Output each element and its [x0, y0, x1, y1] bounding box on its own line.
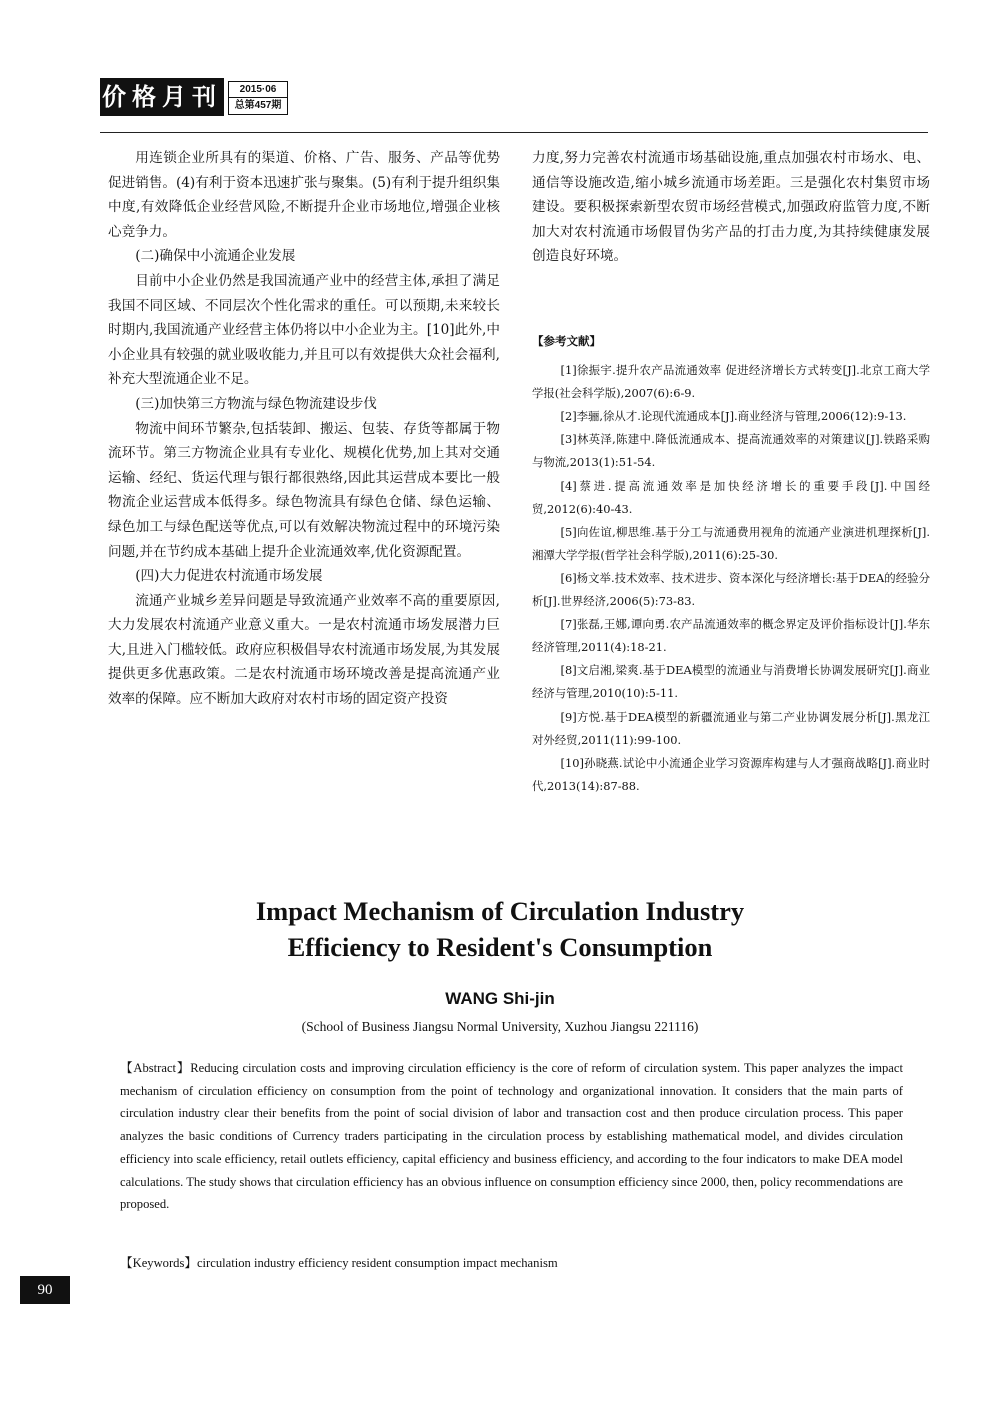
reference-item: [6]杨文举.技术效率、技术进步、资本深化与经济增长:基于DEA的经验分析[J].世界经济,2006(5):73-83.	[532, 570, 930, 609]
paragraph: 流通产业城乡差异问题是导致流通产业效率不高的重要原因,大力发展农村流通产业意义重大。一是农村流通市场发展潜力巨大,且进入门槛较低。政府应积极倡导农村流通市场发展,为其发展提供更多优惠政策。二是农村流通市场环境改善是提高流通产业效率的保障。应不断加大政府对农村市场的固定资产投资	[108, 592, 500, 708]
abstract-text: 【Abstract】Reducing circulation costs and improving circulation efficiency is the core of reform of circulation system. This paper analyzes the impact mechanism of circulation efficiency on consumption from the point of technology and organizational innovation. It considers that the main parts of circulation industry clear their benefits from the point of social division of labor and transaction cost and then produce circulation process. This paper analyzes the basic conditions of Currency traders participating in the circulation process by establishing mathematical model, and divides circulation efficiency into scale efficiency, retail outlets efficiency, capital efficiency and business efficiency, and according to the four indicators to make DEA model calculations. The study shows that circulation efficiency has an obvious influence on consumption efficiency since 2000, then, policy recommendations are proposed.	[120, 1061, 903, 1212]
left-column	[108, 146, 500, 712]
english-title	[150, 893, 850, 965]
header-rule	[100, 132, 928, 133]
reference-item: [2]李骊,徐从才.论现代流通成本[J].商业经济与管理,2006(12):9-13.	[560, 409, 907, 424]
section-heading: (二)确保中小流通企业发展	[135, 248, 296, 265]
section-heading: (四)大力促进农村流通市场发展	[135, 568, 323, 585]
issue-date: 2015·06	[229, 82, 287, 98]
section-heading: (三)加快第三方物流与绿色物流建设步伐	[135, 395, 377, 412]
reference-item: [9]方悦.基于DEA模型的新疆流通业与第二产业协调发展分析[J].黑龙江对外经贸,2011(11):99-100.	[532, 709, 930, 747]
english-title-line1: Impact Mechanism of Circulation Industry	[255, 896, 745, 926]
english-title-line2: Efficiency to Resident's Consumption	[287, 932, 713, 962]
reference-item: [4]蔡进.提高流通效率是加快经济增长的重要手段[J].中国经贸,2012(6):40-43.	[532, 478, 930, 516]
paragraph: 物流中间环节繁杂,包括装卸、搬运、包装、存货等都属于物流环节。第三方物流企业具有专业化、规模化优势,加上其对交通运输、经纪、货运代理与银行都很熟络,因此其运营成本要比一般物流企业运营成本低得多。绿色物流具有绿色仓储、绿色运输、绿色加工与绿色配送等优点,可以有效解决物流过程中的环境污染问题,并在节约成本基础上提升企业流通效率,优化资源配置。	[108, 420, 500, 560]
paragraph: 力度,努力完善农村流通市场基础设施,重点加强农村市场水、电、通信等设施改造,缩小城乡流通市场差距。三是强化农村集贸市场建设。要积极探索新型农贸市场经营模式,加强政府监管力度,不断加大对农村流通市场假冒伪劣产品的打击力度,为其持续健康发展创造良好环境。	[532, 150, 930, 265]
references-heading: 【参考文献】	[532, 334, 601, 348]
paragraph: 用连锁企业所具有的渠道、价格、广告、服务、产品等优势促进销售。(4)有利于资本迅速扩张与聚集。(5)有利于提升组织集中度,有效降低企业经营风险,不断提升企业市场地位,增强企业核心竞争力。	[108, 150, 500, 240]
reference-item: [1]徐振宇.提升农产品流通效率 促进经济增长方式转变[J].北京工商大学学报(社会科学版),2007(6):6-9.	[532, 363, 930, 401]
reference-item: [8]文启湘,梁爽.基于DEA模型的流通业与消费增长协调发展研究[J].商业经济与管理,2010(10):5-11.	[532, 663, 930, 701]
author-affiliation: (School of Business Jiangsu Normal University, Xuzhou Jiangsu 221116)	[301, 1019, 699, 1034]
reference-item: [3]林英泽,陈建中.降低流通成本、提高流通效率的对策建议[J].铁路采购与物流,2013(1):51-54.	[532, 432, 930, 470]
reference-item: [7]张磊,王娜,谭向勇.农产品流通效率的概念界定及评价指标设计[J].华东经济管理,2011(4):18-21.	[532, 617, 930, 655]
references	[532, 330, 930, 798]
issue-info	[228, 81, 288, 115]
keywords: 【Keywords】circulation industry efficiency resident consumption impact mechanism	[120, 1256, 558, 1270]
journal-logo: 价格月刊	[100, 78, 224, 116]
journal-header	[100, 78, 930, 126]
issue-total: 总第457期	[234, 100, 282, 111]
reference-item: [10]孙晓燕.试论中小流通企业学习资源库构建与人才强商战略[J].商业时代,2013(14):87-88.	[532, 755, 930, 793]
abstract	[120, 1057, 903, 1216]
paragraph: 目前中小企业仍然是我国流通产业中的经营主体,承担了满足我国不同区域、不同层次个性化需求的重任。可以预期,未来较长时期内,我国流通产业经营主体仍将以中小企业为主。[10]此外,中小企业具有较强的就业吸收能力,并且可以有效提供大众社会福利,补充大型流通企业不足。	[108, 272, 500, 388]
reference-item: [5]向佐谊,柳思维.基于分工与流通费用视角的流通产业演进机理探析[J].湘潭大学学报(哲学社会科学版),2011(6):25-30.	[532, 524, 930, 562]
page-number: 90	[20, 1276, 70, 1304]
right-column	[532, 146, 930, 269]
author-name: WANG Shi-jin	[445, 989, 555, 1008]
